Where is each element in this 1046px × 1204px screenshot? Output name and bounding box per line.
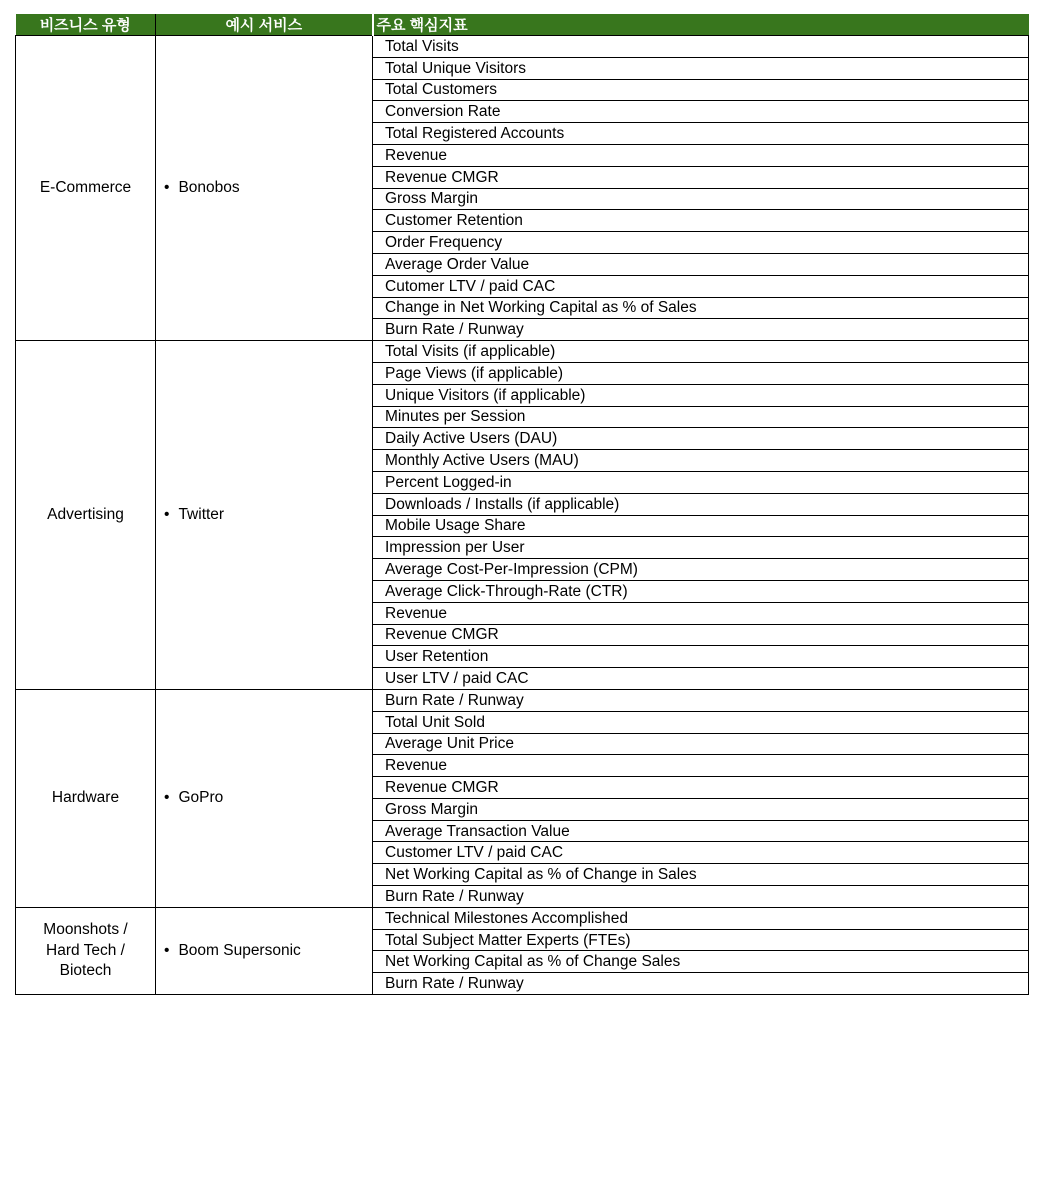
metric-cell: Revenue CMGR bbox=[373, 777, 1029, 799]
metric-cell: Change in Net Working Capital as % of Sales bbox=[373, 297, 1029, 319]
metric-cell: Unique Visitors (if applicable) bbox=[373, 384, 1029, 406]
metric-cell: Conversion Rate bbox=[373, 101, 1029, 123]
metric-cell: Average Order Value bbox=[373, 253, 1029, 275]
metric-cell: Average Cost-Per-Impression (CPM) bbox=[373, 559, 1029, 581]
metric-cell: Burn Rate / Runway bbox=[373, 886, 1029, 908]
metric-cell: Page Views (if applicable) bbox=[373, 362, 1029, 384]
metric-cell: User LTV / paid CAC bbox=[373, 668, 1029, 690]
business-type-label: E-Commerce bbox=[39, 178, 132, 196]
kpi-table bbox=[15, 14, 1029, 995]
metric-cell: Customer Retention bbox=[373, 210, 1029, 232]
table-row bbox=[16, 341, 1029, 363]
metric-cell: Mobile Usage Share bbox=[373, 515, 1029, 537]
example-service-label: GoPro bbox=[178, 789, 224, 807]
metric-cell: Total Unit Sold bbox=[373, 711, 1029, 733]
header-key-metrics: 주요 핵심지표 bbox=[373, 14, 1029, 36]
metric-cell: Downloads / Installs (if applicable) bbox=[373, 493, 1029, 515]
metric-cell: Customer LTV / paid CAC bbox=[373, 842, 1029, 864]
metric-cell: Total Registered Accounts bbox=[373, 123, 1029, 145]
business-type-cell bbox=[16, 689, 156, 907]
metric-cell: Technical Milestones Accomplished bbox=[373, 907, 1029, 929]
metric-cell: Cutomer LTV / paid CAC bbox=[373, 275, 1029, 297]
table-header bbox=[16, 14, 1029, 36]
metric-cell: Daily Active Users (DAU) bbox=[373, 428, 1029, 450]
metric-cell: Average Transaction Value bbox=[373, 820, 1029, 842]
business-type-label: Advertising bbox=[47, 505, 124, 523]
metric-cell: Average Click-Through-Rate (CTR) bbox=[373, 580, 1029, 602]
metric-cell: Burn Rate / Runway bbox=[373, 973, 1029, 995]
metric-cell: Minutes per Session bbox=[373, 406, 1029, 428]
business-type-cell bbox=[16, 907, 156, 994]
metric-cell: Gross Margin bbox=[373, 188, 1029, 210]
table-body bbox=[16, 36, 1029, 995]
metric-cell: Total Visits (if applicable) bbox=[373, 341, 1029, 363]
metric-cell: Order Frequency bbox=[373, 232, 1029, 254]
metric-cell: Net Working Capital as % of Change in Sales bbox=[373, 864, 1029, 886]
example-service-label: Boom Supersonic bbox=[178, 941, 301, 959]
metric-cell: Total Visits bbox=[373, 36, 1029, 58]
example-service-label: Bonobos bbox=[178, 179, 240, 197]
metric-cell: Revenue bbox=[373, 144, 1029, 166]
metric-cell: User Retention bbox=[373, 646, 1029, 668]
table-row bbox=[16, 907, 1029, 929]
table-row bbox=[16, 689, 1029, 711]
metric-cell: Revenue bbox=[373, 602, 1029, 624]
business-type-cell bbox=[16, 36, 156, 341]
metric-cell: Revenue bbox=[373, 755, 1029, 777]
metric-cell: Revenue CMGR bbox=[373, 166, 1029, 188]
header-row bbox=[16, 14, 1029, 36]
metric-cell: Net Working Capital as % of Change Sales bbox=[373, 951, 1029, 973]
bullet-icon: • bbox=[164, 941, 170, 959]
business-type-label: Hardware bbox=[51, 789, 120, 807]
metric-cell: Burn Rate / Runway bbox=[373, 319, 1029, 341]
example-service-cell bbox=[156, 689, 373, 907]
example-service-cell bbox=[156, 36, 373, 341]
metric-cell: Average Unit Price bbox=[373, 733, 1029, 755]
header-example-service: 예시 서비스 bbox=[156, 14, 373, 36]
metric-cell: Impression per User bbox=[373, 537, 1029, 559]
metric-cell: Percent Logged-in bbox=[373, 471, 1029, 493]
metric-cell: Monthly Active Users (MAU) bbox=[373, 450, 1029, 472]
bullet-icon: • bbox=[164, 179, 170, 197]
business-type-cell bbox=[16, 341, 156, 690]
business-type-label: Moonshots / Hard Tech / Biotech bbox=[43, 921, 128, 980]
bullet-icon: • bbox=[164, 506, 170, 524]
table-row bbox=[16, 36, 1029, 58]
header-business-type: 비즈니스 유형 bbox=[16, 14, 156, 36]
metric-cell: Revenue CMGR bbox=[373, 624, 1029, 646]
metric-cell: Burn Rate / Runway bbox=[373, 689, 1029, 711]
metric-cell: Total Unique Visitors bbox=[373, 57, 1029, 79]
metric-cell: Total Customers bbox=[373, 79, 1029, 101]
example-service-cell bbox=[156, 341, 373, 690]
example-service-label: Twitter bbox=[178, 506, 225, 524]
metric-cell: Gross Margin bbox=[373, 798, 1029, 820]
metric-cell: Total Subject Matter Experts (FTEs) bbox=[373, 929, 1029, 951]
bullet-icon: • bbox=[164, 789, 170, 807]
example-service-cell bbox=[156, 907, 373, 994]
